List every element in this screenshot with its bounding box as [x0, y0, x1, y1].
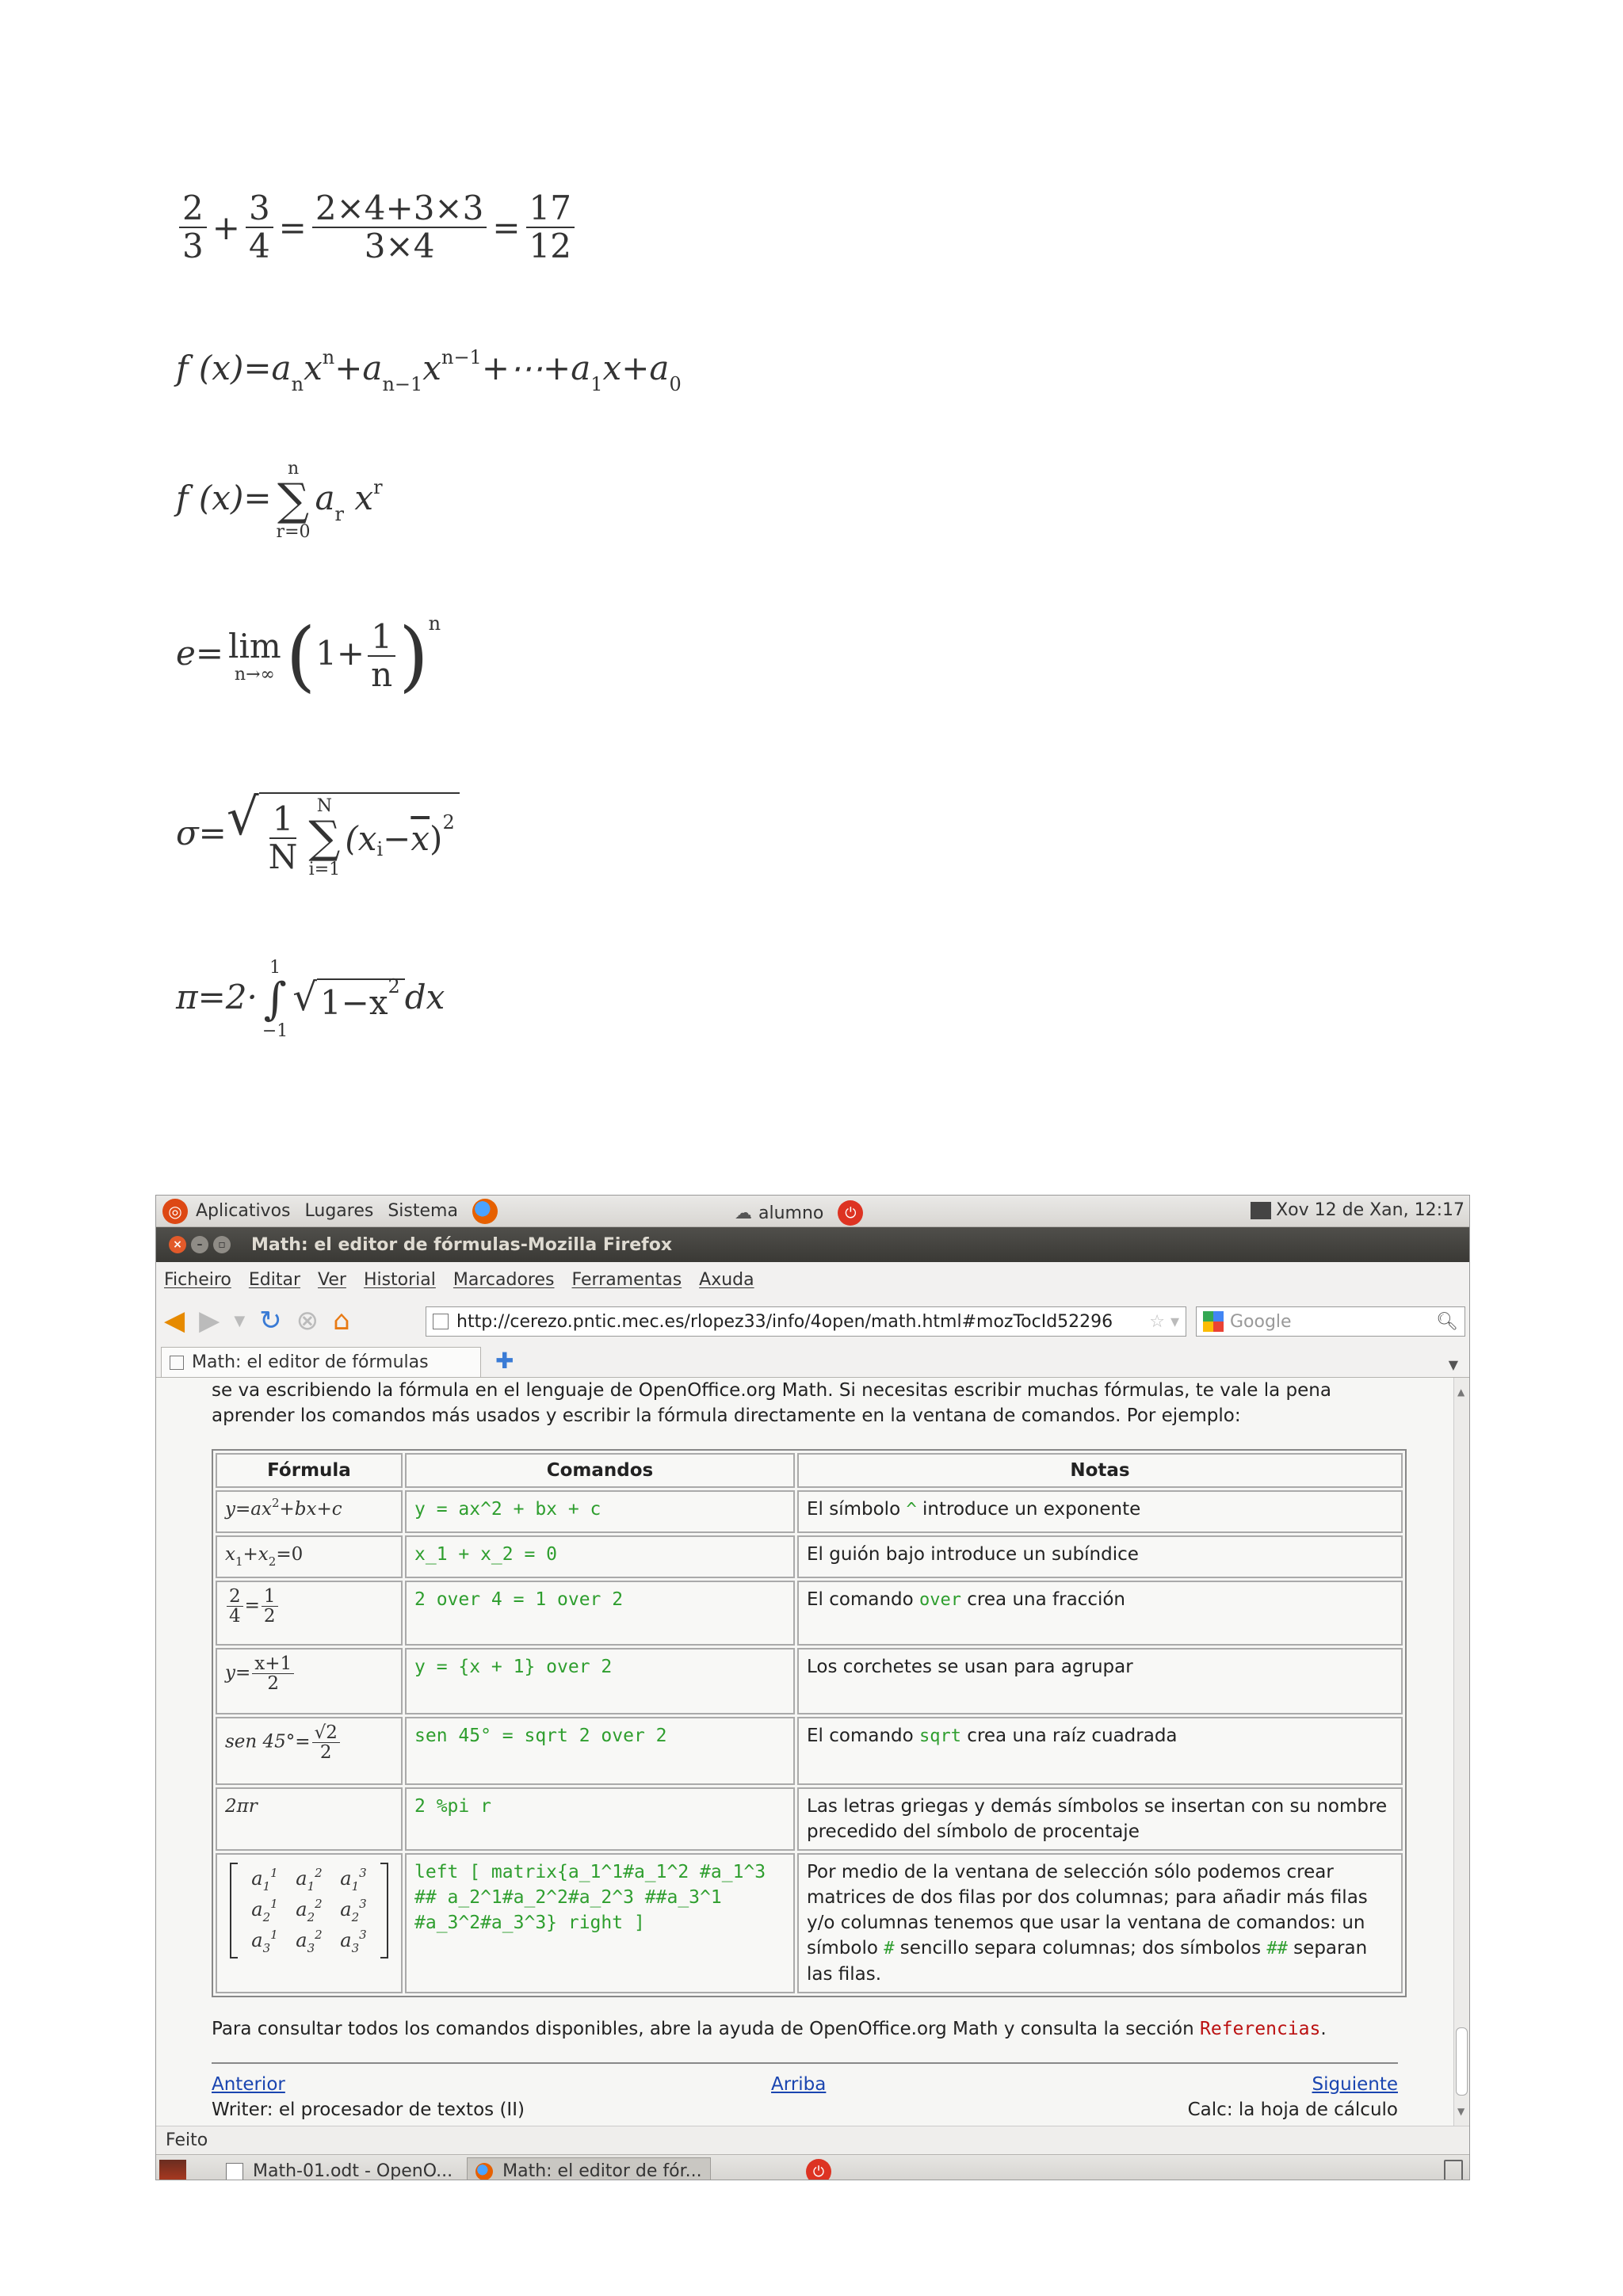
scroll-thumb[interactable]	[1456, 2027, 1468, 2096]
tab-label: Math: el editor de fórmulas	[192, 1352, 429, 1372]
formula-text: 1+	[315, 634, 365, 673]
status-text: Feito	[166, 2130, 208, 2150]
frac-num: 2	[227, 1587, 243, 1607]
back-arrow-icon[interactable]: ◀	[164, 1305, 185, 1337]
frac-den: 3	[182, 227, 204, 266]
sigma-symbol: ∑	[277, 475, 310, 527]
taskbar-item-openoffice[interactable]	[218, 2157, 460, 2181]
lower-limit: r=0	[276, 522, 311, 543]
link-up[interactable]: Arriba	[771, 2074, 827, 2095]
header-formula: Fórmula	[216, 1453, 403, 1488]
footer-divider	[212, 2062, 1398, 2064]
matrix-entry: $a_3^1$	[251, 1928, 278, 1955]
formula-text: σ=	[176, 814, 227, 853]
formula-text: +⋯+a	[481, 349, 591, 387]
menu-view[interactable]: Ver	[318, 1269, 346, 1290]
user-indicator[interactable]	[735, 1200, 863, 1226]
trash-icon[interactable]	[1444, 2160, 1463, 2180]
note-code: sqrt	[919, 1726, 961, 1746]
formula-text: a	[315, 479, 335, 518]
matrix-entry: $a_2^1$	[251, 1897, 278, 1924]
formula-text: x	[422, 349, 441, 387]
command-cell: x_1 + x_2 = 0	[405, 1535, 795, 1578]
clock-text: Xov 12 de Xan, 12:17	[1276, 1200, 1465, 1220]
tab-list-chevron-icon[interactable]: ▼	[1448, 1357, 1458, 1372]
sqrt-symbol: √ $\frac{1}{N}$ N ∑ i=1 (x i − $\overline{x}$ ) 2	[227, 792, 460, 879]
subscript: r	[334, 503, 345, 526]
header-commands: Comandos	[405, 1453, 795, 1488]
frac-num: x+1	[252, 1654, 294, 1674]
command-cell: y = ax^2 + bx + c	[405, 1490, 795, 1533]
formula-text: π=2·	[176, 978, 258, 1017]
intro-paragraph: se va escribiendo la fórmula en el lenguaje de OpenOffice.org Math. Si necesitas escribir muchas fórmulas, te vale la pena aprender los comandos más usados y escribir la fórmula directamente en la ventana de comandos. Por ejemplo:	[212, 1380, 1331, 1426]
subscript: i	[376, 838, 384, 861]
google-engine-icon[interactable]	[1203, 1311, 1224, 1332]
frac-num: 2×4+3×3	[312, 190, 487, 228]
close-icon[interactable]: ×	[169, 1236, 186, 1253]
upper-limit: N	[316, 796, 333, 816]
formula-text: =	[244, 1595, 260, 1616]
formula-text: dx	[404, 978, 445, 1017]
firefox-icon	[475, 2163, 493, 2180]
frac-den: 4	[229, 1606, 241, 1627]
subscript: 1	[235, 1554, 243, 1569]
show-desktop-icon[interactable]	[159, 2160, 186, 2181]
bookmark-star-icon[interactable]: ☆ ▾	[1149, 1311, 1179, 1332]
command-cell: left [ matrix{a_1^1#a_1^2 #a_1^3 ## a_2^1#a_2^2#a_2^3 ##a_3^1 #a_3^2#a_3^3} right ]	[405, 1853, 795, 1993]
minimize-icon[interactable]: –	[191, 1236, 208, 1253]
matrix-entry: $a_3^3$	[340, 1928, 367, 1955]
outro-text: .	[1320, 2019, 1327, 2039]
matrix-entry: $a_1^3$	[340, 1866, 367, 1894]
scroll-down-icon[interactable]: ▼	[1457, 2106, 1465, 2117]
subscript: 0	[669, 373, 682, 395]
upper-limit: 1	[269, 958, 281, 978]
frac-num: 1	[262, 1587, 278, 1607]
window-title: Math: el editor de fórmulas-Mozilla Firefox	[251, 1234, 673, 1255]
vertical-scrollbar[interactable]	[1453, 1378, 1469, 2126]
address-bar[interactable]	[426, 1306, 1186, 1337]
tab-math-editor[interactable]	[161, 1347, 481, 1377]
subscript: n−1	[382, 373, 423, 395]
frac-num: 2	[179, 190, 207, 228]
header-notes: Notas	[797, 1453, 1403, 1488]
formula-cell	[216, 1490, 403, 1533]
formula-text: )	[430, 818, 443, 858]
lim-operator: lim	[228, 627, 281, 666]
window-titlebar[interactable]	[156, 1227, 1469, 1262]
next-page-title: Calc: la hoja de cálculo	[1187, 2100, 1398, 2120]
frac-den: n	[371, 655, 393, 694]
frac-num: 17	[526, 190, 575, 228]
formula-text: +bx+c	[279, 1499, 342, 1520]
note-text: El comando	[807, 1589, 920, 1610]
note-cell	[797, 1490, 1403, 1533]
formula-text: y=	[225, 1662, 251, 1684]
formula-text: (x	[345, 818, 377, 858]
outro-paragraph	[212, 2016, 1398, 2042]
page-icon	[170, 1356, 184, 1370]
panel-menu-places[interactable]: Lugares	[304, 1201, 374, 1221]
right-paren: )	[399, 612, 429, 700]
outro-text: Para consultar todos los comandos disponibles, abre la ayuda de OpenOffice.org Math y consulta la sección	[212, 2019, 1201, 2039]
table-row	[216, 1853, 1403, 1993]
firefox-launcher-icon[interactable]	[472, 1199, 498, 1224]
frac-den: N	[268, 837, 298, 877]
task-label: Math: el editor de fór...	[502, 2161, 702, 2180]
frac-den: 2	[267, 1673, 280, 1695]
search-bar[interactable]	[1196, 1306, 1465, 1337]
menu-bookmarks[interactable]: Marcadores	[453, 1269, 555, 1290]
formula-cell	[216, 1853, 403, 1993]
page-content	[156, 1378, 1469, 2126]
note-cell	[797, 1581, 1403, 1646]
reload-icon[interactable]: ↻	[259, 1305, 282, 1337]
power-icon[interactable]: ⏻	[806, 2159, 831, 2180]
clock-indicator[interactable]	[1251, 1200, 1465, 1220]
bottom-taskbar	[156, 2154, 1469, 2180]
ubuntu-logo-icon[interactable]: ◎	[162, 1199, 188, 1224]
power-icon[interactable]: ⏻	[838, 1200, 863, 1226]
superscript: 2	[442, 811, 455, 834]
url-text: http://cerezo.pntic.mec.es/rlopez33/info/4open/math.html#mozTocId52296	[456, 1311, 1113, 1332]
table-header-row	[216, 1453, 1403, 1488]
menu-history[interactable]: Historial	[363, 1269, 436, 1290]
x-bar: $\overline{x}$	[411, 818, 430, 858]
table-row	[216, 1581, 1403, 1646]
matrix-entry: $a_2^2$	[296, 1897, 323, 1924]
panel-menu-system[interactable]: Sistema	[388, 1201, 458, 1221]
table-row	[216, 1535, 1403, 1578]
task-label: Math-01.odt - OpenO...	[253, 2161, 453, 2180]
subscript: n	[291, 373, 304, 395]
search-placeholder: Google	[1230, 1311, 1292, 1332]
new-tab-icon[interactable]: ✚	[495, 1348, 514, 1374]
operator: =	[278, 208, 307, 247]
stop-icon[interactable]: ⊗	[296, 1305, 319, 1337]
link-next[interactable]: Siguiente	[1312, 2074, 1398, 2095]
matrix-entry: $a_3^2$	[296, 1928, 323, 1955]
formula-cell	[216, 1581, 403, 1646]
menu-file[interactable]: Ficheiro	[164, 1269, 231, 1290]
footer-navigation	[212, 2072, 1398, 2097]
command-cell: 2 over 4 = 1 over 2	[405, 1581, 795, 1646]
commands-table	[212, 1449, 1407, 1997]
note-text: sencillo separa columnas; dos símbolos	[894, 1938, 1267, 1958]
frac-den: 3×4	[364, 227, 435, 266]
table-row	[216, 1648, 1403, 1714]
formula-text: x	[354, 479, 374, 518]
taskbar-item-firefox[interactable]	[467, 2157, 711, 2181]
note-cell: El guión bajo introduce un subíndice	[797, 1535, 1403, 1578]
document-icon	[226, 2163, 243, 2180]
note-text: crea una raíz cuadrada	[961, 1726, 1178, 1746]
footer-subtitles	[212, 2097, 1398, 2122]
note-cell: Los corchetes se usan para agrupar	[797, 1648, 1403, 1714]
navigation-toolbar	[156, 1297, 1469, 1344]
note-cell	[797, 1717, 1403, 1785]
scroll-up-icon[interactable]: ▲	[1457, 1386, 1465, 1398]
lower-limit: −1	[262, 1021, 288, 1042]
formula-cell	[216, 1717, 403, 1785]
forward-arrow-icon[interactable]: ▶	[199, 1305, 220, 1337]
lower-limit: i=1	[308, 860, 341, 880]
menu-edit[interactable]: Editar	[248, 1269, 301, 1290]
matrix-entry: $a_2^3$	[340, 1897, 367, 1924]
note-cell	[797, 1853, 1403, 1993]
link-previous[interactable]: Anterior	[212, 2074, 285, 2095]
formula-limit-e	[176, 612, 441, 700]
note-text: El comando	[807, 1726, 920, 1746]
superscript: 2	[388, 975, 400, 998]
right-bracket	[380, 1863, 388, 1958]
formula-text: f (x)=a	[176, 349, 292, 387]
formula-text: sen 45°=	[225, 1731, 311, 1753]
panel-menu-applications[interactable]: Aplicativos	[196, 1201, 291, 1221]
site-identity-icon[interactable]	[433, 1314, 449, 1329]
formula-cell	[216, 1787, 403, 1851]
formula-text: +a	[334, 349, 383, 387]
formula-text: y=ax	[225, 1499, 272, 1520]
desktop-screenshot	[155, 1195, 1470, 2180]
lower-limit: n→∞	[234, 665, 275, 685]
user-name: alumno	[758, 1203, 824, 1223]
matrix	[230, 1863, 388, 1958]
formula-std-deviation	[176, 788, 460, 880]
note-text: Por medio de la ventana de selección sólo podemos crear matrices de dos filas por dos columnas; para añadir más filas y/o columnas tenemos que usar la ventana de comandos: un símbolo	[807, 1862, 1368, 1958]
formula-cell	[216, 1648, 403, 1714]
table-row	[216, 1787, 1403, 1851]
formula-text: 2πr	[225, 1796, 258, 1817]
tab-bar	[156, 1344, 1469, 1378]
frac-num: 3	[246, 190, 273, 228]
command-cell: sen 45° = sqrt 2 over 2	[405, 1717, 795, 1785]
note-text: introduce un exponente	[916, 1499, 1141, 1520]
sqrt-symbol: √ 1−x 2	[292, 978, 404, 1022]
search-icon[interactable]: 🔍︎	[1436, 1311, 1458, 1332]
user-icon: ☁	[735, 1203, 752, 1223]
subscript: 1	[590, 373, 603, 395]
formula-text: =0	[276, 1544, 304, 1565]
matrix-entry: $a_1^1$	[251, 1866, 278, 1894]
formula-summation	[176, 460, 383, 542]
maximize-icon[interactable]: ▫	[213, 1236, 231, 1253]
note-cell: Las letras griegas y demás símbolos se insertan con su nombre precedido del símbolo de procentaje	[797, 1787, 1403, 1851]
operator: −	[383, 818, 411, 858]
history-dropdown-icon[interactable]: ▼	[234, 1312, 246, 1329]
left-paren: (	[285, 612, 316, 700]
menu-tools[interactable]: Ferramentas	[571, 1269, 682, 1290]
menu-help[interactable]: Axuda	[699, 1269, 754, 1290]
formula-text: e=	[176, 634, 224, 673]
formula-text: 1−x	[319, 982, 388, 1022]
command-cell: y = {x + 1} over 2	[405, 1648, 795, 1714]
formula-pi-integral	[176, 959, 445, 1041]
superscript: n	[428, 612, 441, 635]
operator: +	[212, 208, 240, 247]
frac-den: 2	[319, 1742, 332, 1764]
formula-text: x+a	[602, 349, 670, 387]
note-text: El símbolo	[807, 1499, 907, 1520]
frac-den: 4	[248, 227, 270, 266]
note-code: ##	[1266, 1939, 1288, 1958]
command-cell: 2 %pi r	[405, 1787, 795, 1851]
home-icon[interactable]: ⌂	[333, 1305, 350, 1337]
browser-menubar	[156, 1262, 1469, 1297]
upper-limit: n	[287, 459, 300, 479]
formula-fraction-sum	[176, 190, 578, 265]
outro-code: Referencias	[1200, 2019, 1321, 2039]
matrix-entry: $a_1^2$	[296, 1866, 323, 1894]
superscript: 2	[271, 1496, 280, 1510]
sigma-symbol: ∑	[308, 812, 341, 864]
formula-text: x	[304, 349, 323, 387]
gnome-top-panel	[156, 1196, 1469, 1227]
frac-den: 12	[529, 227, 571, 266]
note-text: separan las filas.	[807, 1938, 1368, 1985]
frac-den: 2	[263, 1606, 276, 1627]
previous-page-title: Writer: el procesador de textos (II)	[212, 2100, 525, 2120]
table-row	[216, 1717, 1403, 1785]
table-row	[216, 1490, 1403, 1533]
formula-text: +x	[242, 1544, 269, 1565]
formula-text: f (x)=	[176, 479, 272, 518]
superscript: n−1	[441, 346, 482, 368]
note-code: #	[884, 1939, 895, 1958]
integral-symbol: ∫	[263, 974, 287, 1026]
frac-num: √2	[312, 1723, 340, 1743]
formula-cell	[216, 1535, 403, 1578]
frac-num: 1	[368, 619, 395, 657]
subscript: 2	[268, 1554, 277, 1569]
frac-num: 1	[269, 801, 297, 839]
formula-text: x	[225, 1544, 235, 1565]
note-code: ^	[906, 1500, 917, 1520]
operator: =	[492, 208, 521, 247]
formula-polynomial	[176, 346, 682, 395]
status-bar	[156, 2126, 1469, 2154]
calendar-icon	[1251, 1202, 1271, 1219]
superscript: r	[373, 476, 383, 499]
left-bracket	[230, 1863, 238, 1958]
note-text: crea una fracción	[961, 1589, 1125, 1610]
superscript: n	[322, 346, 335, 368]
note-code: over	[919, 1590, 961, 1610]
